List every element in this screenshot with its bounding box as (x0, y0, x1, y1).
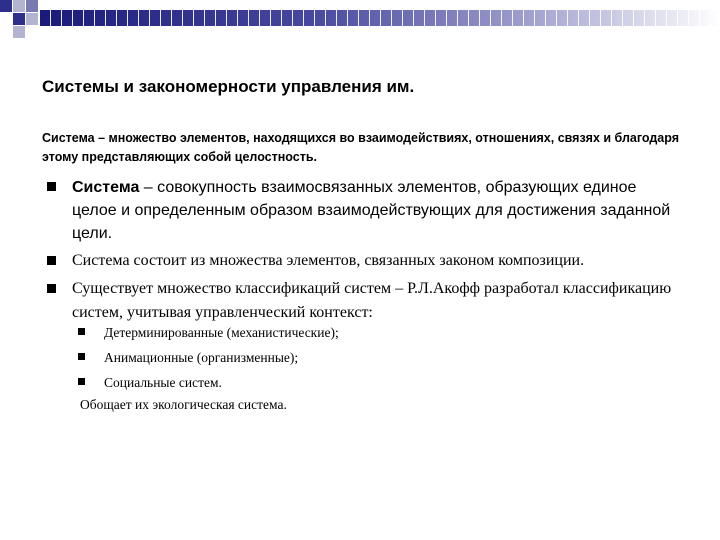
bullet-term: Система (72, 179, 140, 196)
system-definition: Система – множество элементов, находящихся во взаимодействиях, отношениях, связях и благодаря этому представляющих собой целостность. (42, 131, 680, 164)
bullet-text: Система состоит из множества элементов, связанных законом композиции. (72, 252, 585, 269)
sub-bullet-item (76, 345, 676, 370)
bullet-list (42, 176, 682, 325)
decor-square (13, 0, 25, 12)
bullet-text: Существует множество классификаций систем – Р.Л.Акофф разработал классификацию систем, учитывая управленческий контекст: (72, 280, 672, 321)
decor-square (26, 13, 38, 25)
square-bullet-icon (78, 353, 85, 360)
sub-bullet-item (76, 370, 676, 395)
bullet-item (42, 277, 682, 325)
decor-square (13, 13, 25, 25)
decor-square (13, 26, 25, 38)
square-bullet-icon (78, 328, 85, 335)
sub-bullet-list (76, 320, 676, 395)
header-gradient-bar (40, 10, 720, 26)
sub-bullet-text: Социальные систем. (104, 375, 222, 390)
bullet-item (42, 249, 682, 273)
square-bullet-icon (47, 284, 56, 293)
decor-square (0, 0, 12, 12)
closing-note: Обощает их экологическая система. (80, 397, 287, 412)
slide-title: Системы и закономерности управления им. (42, 77, 415, 96)
bullet-text: – совокупность взаимосвязанных элементов, образующих единое целое и определенным образом взаимодействующих для достижения заданной цели. (72, 179, 671, 242)
sub-bullet-item (76, 320, 676, 345)
sub-bullet-text: Детерминированные (механистические); (104, 325, 339, 340)
bullet-item (42, 176, 682, 245)
square-bullet-icon (47, 256, 56, 265)
sub-bullet-text: Анимационные (организменные); (104, 350, 299, 365)
decor-square (26, 0, 38, 12)
square-bullet-icon (78, 378, 85, 385)
square-bullet-icon (47, 182, 56, 191)
